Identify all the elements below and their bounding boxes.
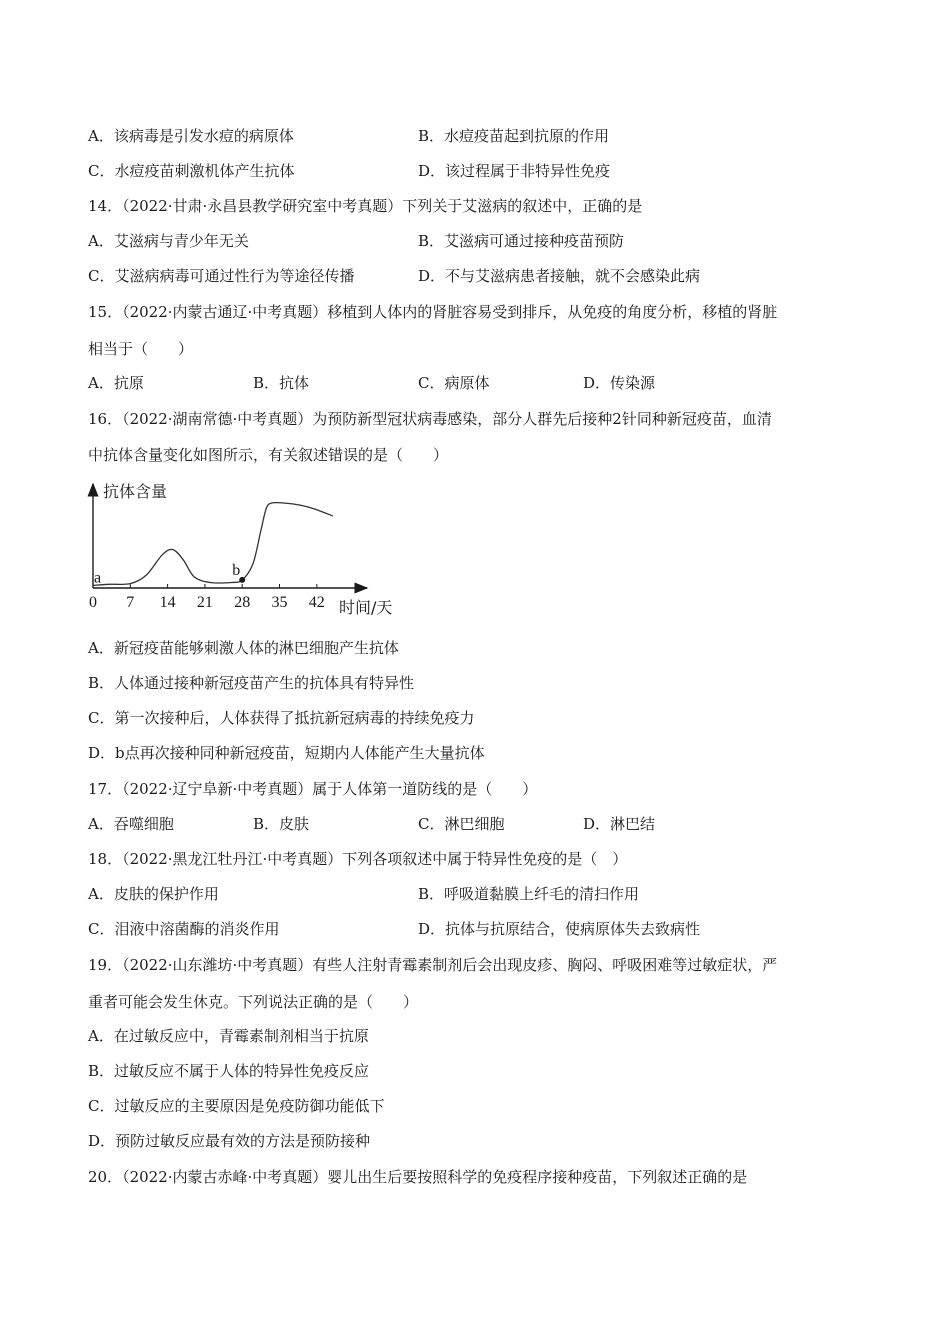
y-axis-label: 抗体含量	[103, 482, 168, 501]
q14-stem: 14．（2022·甘肃·永昌县教学研究室中考真题）下列关于艾滋病的叙述中，正确的是	[88, 197, 643, 215]
q14-option-b: B．艾滋病可通过接种疫苗预防	[418, 232, 625, 250]
q14-option-c: C．艾滋病病毒可通过性行为等途径传播	[88, 267, 355, 285]
q19-stem-line1: 19．（2022·山东潍坊·中考真题）有些人注射青霉素制剂后会出现皮疹、胸闷、呼吸困难等过敏症状，严	[88, 956, 778, 974]
point-label-b: b	[232, 561, 241, 579]
x-axis-label: 时间/天	[339, 598, 393, 617]
q16-option-c: C．第一次接种后，人体获得了抵抗新冠病毒的持续免疫力	[88, 709, 475, 727]
q17-option-d: D．淋巴结	[583, 815, 656, 833]
q15-option-d: D．传染源	[583, 374, 656, 392]
q14-option-a: A．艾滋病与青少年无关	[88, 232, 249, 250]
q19-option-a: A．在过敏反应中，青霉素制剂相当于抗原	[88, 1027, 369, 1045]
q15-stem-line1: 15．（2022·内蒙古通辽·中考真题）移植到人体内的肾脏容易受到排斥，从免疫的角度分析，移植的肾脏	[88, 303, 778, 321]
q13-option-c: C．水痘疫苗刺激机体产生抗体	[88, 162, 295, 180]
q14-option-d: D．不与艾滋病患者接触，就不会感染此病	[418, 267, 701, 285]
q13-option-a: A．该病毒是引发水痘的病原体	[88, 127, 294, 145]
q16-option-b: B．人体通过接种新冠疫苗产生的抗体具有特异性	[88, 674, 415, 692]
q18-option-a: A．皮肤的保护作用	[88, 885, 219, 903]
q20-stem: 20．（2022·内蒙古赤峰·中考真题）婴儿出生后要按照科学的免疫程序接种疫苗，下列叙述正确的是	[88, 1168, 748, 1186]
q18-stem: 18．（2022·黑龙江牡丹江·中考真题）下列各项叙述中属于特异性免疫的是（ ）	[88, 850, 628, 868]
x-tick-label-42: 42	[308, 594, 325, 611]
q15-option-c: C．病原体	[418, 374, 490, 392]
x-tick-label-35: 35	[271, 594, 288, 611]
q15-option-a: A．抗原	[88, 374, 144, 392]
q16-stem-line1: 16．（2022·湖南常德·中考真题）为预防新型冠状病毒感染，部分人群先后接种2针同种新冠疫苗，血清	[88, 410, 772, 428]
q17-option-c: C．淋巴细胞	[418, 815, 505, 833]
q19-option-d: D．预防过敏反应最有效的方法是预防接种	[88, 1132, 371, 1150]
q18-option-d: D．抗体与抗原结合，使病原体失去致病性	[418, 920, 701, 938]
x-tick-label-14: 14	[159, 594, 176, 611]
q18-option-c: C．泪液中溶菌酶的消炎作用	[88, 920, 280, 938]
q17-option-b: B．皮肤	[253, 815, 310, 833]
q16-stem-line2: 中抗体含量变化如图所示，有关叙述错误的是（ ）	[88, 446, 449, 464]
q19-option-c: C．过敏反应的主要原因是免疫防御功能低下	[88, 1097, 385, 1115]
q13-option-b: B．水痘疫苗起到抗原的作用	[418, 127, 610, 145]
q17-option-a: A．吞噬细胞	[88, 815, 174, 833]
q17-stem: 17．（2022·辽宁阜新·中考真题）属于人体第一道防线的是（ ）	[88, 780, 538, 798]
point-label-a: a	[94, 569, 102, 587]
x-tick-label-0: 0	[89, 594, 97, 611]
antibody-curve	[93, 503, 333, 586]
x-tick-label-7: 7	[126, 594, 135, 611]
q15-option-b: B．抗体	[253, 374, 310, 392]
q18-option-b: B．呼吸道黏膜上纤毛的清扫作用	[418, 885, 640, 903]
q15-stem-line2: 相当于（ ）	[88, 340, 194, 358]
q19-option-b: B．过敏反应不属于人体的特异性免疫反应	[88, 1062, 370, 1080]
q13-option-d: D．该过程属于非特异性免疫	[418, 162, 611, 180]
x-tick-label-28: 28	[234, 594, 251, 611]
q16-option-d: D．b点再次接种同种新冠疫苗，短期内人体能产生大量抗体	[88, 744, 485, 762]
q16-option-a: A．新冠疫苗能够刺激人体的淋巴细胞产生抗体	[88, 639, 399, 657]
x-tick-label-21: 21	[196, 594, 213, 611]
q19-stem-line2: 重者可能会发生休克。下列说法正确的是（ ）	[88, 993, 419, 1011]
antibody-chart	[84, 478, 414, 620]
